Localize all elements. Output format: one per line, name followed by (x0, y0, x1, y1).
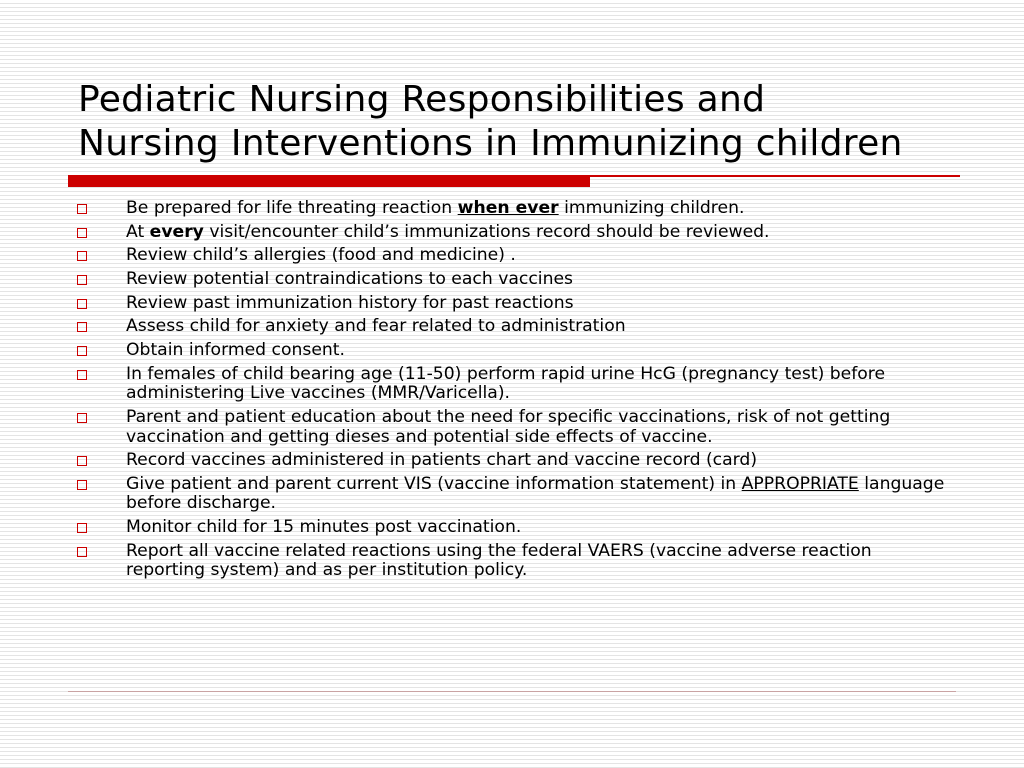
bullet-text: Monitor child for 15 minutes post vaccination. (126, 517, 522, 538)
list-item (76, 408, 956, 447)
hollow-square-bullet-icon (77, 523, 87, 533)
bullet-text-pre: Give patient and parent current VIS (vaccine information statement) in (126, 473, 742, 494)
hollow-square-bullet-icon (77, 413, 87, 423)
list-item (76, 223, 956, 243)
bullet-emphasis: APPROPRIATE (741, 473, 859, 494)
hollow-square-bullet-icon (77, 346, 87, 356)
title-rule-thin (590, 175, 960, 177)
bullet-text: Review potential contraindications to each vaccines (126, 269, 574, 290)
list-item (76, 341, 956, 361)
hollow-square-bullet-icon (77, 204, 87, 214)
hollow-square-bullet-icon (77, 322, 87, 332)
hollow-square-bullet-icon (77, 251, 87, 261)
bullet-text-post: language before discharge. (126, 473, 945, 514)
list-item (76, 475, 956, 514)
list-item (76, 294, 956, 314)
list-item (76, 365, 956, 404)
list-item (76, 317, 956, 337)
list-item (76, 542, 956, 581)
bullet-text: Review past immunization history for past reactions (126, 292, 574, 313)
list-item (76, 199, 956, 219)
hollow-square-bullet-icon (77, 480, 87, 490)
list-item (76, 246, 956, 266)
bullet-text: Review child’s allergies (food and medicine) . (126, 245, 516, 266)
bullet-text-post: visit/encounter child’s immunizations record should be reviewed. (203, 221, 770, 242)
hollow-square-bullet-icon (77, 299, 87, 309)
bullet-emphasis: every (149, 221, 204, 242)
bullet-text-post: immunizing children. (558, 198, 745, 218)
list-item (76, 451, 956, 471)
bullet-text: Record vaccines administered in patients chart and vaccine record (card) (126, 450, 758, 471)
title-rule-thick (68, 175, 590, 187)
hollow-square-bullet-icon (77, 547, 87, 557)
list-item (76, 518, 956, 538)
bullet-text: Parent and patient education about the need for specific vaccinations, risk of not getting vaccination and getting dieses and potential side effects of vaccine. (126, 407, 891, 447)
bullet-text: Obtain informed consent. (126, 340, 346, 361)
hollow-square-bullet-icon (77, 275, 87, 285)
bullet-emphasis: when ever (457, 198, 559, 218)
bullet-text-pre: At (126, 221, 150, 242)
list-item (76, 270, 956, 290)
bullet-text-pre: Be prepared for life threating reaction (126, 198, 458, 218)
hollow-square-bullet-icon (77, 370, 87, 380)
slide-title-line-1: Pediatric Nursing Responsibilities and (78, 79, 766, 120)
bullet-text: Report all vaccine related reactions using the federal VAERS (vaccine adverse reaction reporting system) and as per institution policy. (126, 540, 872, 581)
hollow-square-bullet-icon (77, 456, 87, 466)
hollow-square-bullet-icon (77, 228, 87, 238)
slide-title (78, 78, 978, 166)
slide-title-line-2: Nursing Interventions in Immunizing children (78, 123, 903, 164)
bottom-rule (68, 691, 956, 692)
bullet-text: In females of child bearing age (11-50) perform rapid urine HcG (pregnancy test) before administering Live vaccines (MMR/Varicella). (126, 363, 886, 404)
bullet-text: Assess child for anxiety and fear related to administration (126, 316, 626, 337)
bullet-list (76, 199, 956, 585)
